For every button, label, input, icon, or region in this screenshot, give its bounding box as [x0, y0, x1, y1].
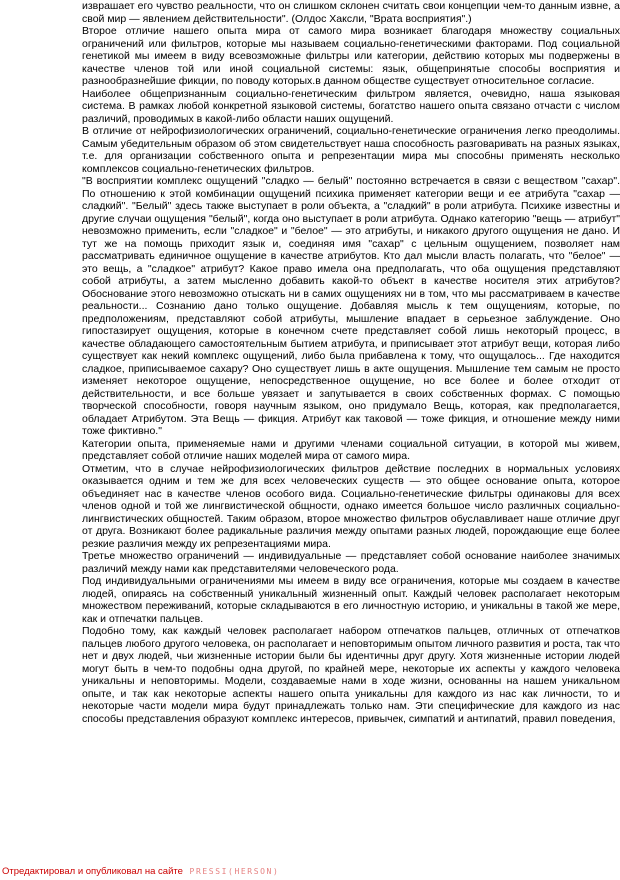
paragraph: Под индивидуальными ограничениями мы имеем в виду все ограничения, которые мы создаем в качестве людей, опираясь на собственный уникальный жизненный опыт. Каждый человек располагает некоторым множеством переживаний, которые складываются в его личностную историю, и уникальны в такой же мере, как и отпечатки пальцев.	[82, 575, 620, 625]
paragraph: Второе отличие нашего опыта мира от самого мира возникает благодаря множеству социальных ограничений или фильтров, которые мы называем социально-генетическими факторами. Под социальной генетикой мы имеем в виду всевозможные фильтры или категории, действию которых мы подвержены в качестве членов той или иной социальной системы: язык, общепринятые способы восприятия и разнообразнейшие фикции, по поводу которых.в данном обществе существует относительное согласие.	[82, 25, 620, 87]
site-watermark: PRESSI(HERSON)	[189, 867, 280, 876]
paragraph: "В восприятии комплекс ощущений "сладко — белый" постоянно встречается в связи с веществом "сахар". По отношению к этой комбинации ощущений психика применяет категории вещи и ее атрибута "сахар — сладкий". "Белый" здесь также выступает в роли объекта, а "сладкий" в роли атрибута. Психике известны и другие случаи ощущения "белый", когда оно выступает в роли атрибута. Однако категорию "вещь — атрибут" невозможно применить, если "сладкое" и "белое" — это атрибуты, и никакого другого ощущения не дано. И тут же на помощь приходит язык и, соединяя имя "сахар" с цельным ощущением, позволяет нам рассматривать единичное ощущение в качестве атрибутов. Кто дал мысли власть полагать, что "белое" — это вещь, а "сладкое" атрибут? Какое право имела она предполагать, что оба ощущения представляют собой атрибуты, а затем мысленно добавить какой-то объект в качестве носителя этих атрибутов? Обоснование этого невозможно отыскать ни в самих ощущениях ни в том, что мы рассматриваем в качестве реальности... Сознанию дано только ощущение. Добавляя мысль к тем ощущениям, которые, по предположениям, представляют собой атрибуты, мышление впадает в серьезное заблуждение. Оно гипостазирует ощущения, которые в конечном счете представляет собой лишь некоторый процесс, в качестве обладающего самостоятельным бытием атрибута, и приписывает этот атрибут вещи, которая либо существует как некий комплекс ощущений, либо была прибавлена к тому, что ощущалось... Где находится сладкое, приписываемое сахару? Оно существует лишь в акте ощущения. Мышление тем самым не просто изменяет некоторое ощущение, непосредственное ощущение, но все более и более отходит от действительности, и все больше увязает и запутывается в своих собственных формах. С помощью творческой способности, говоря научным языком, оно придумало Вещь, которая, как предполагается, обладает Атрибутом. Эта Вещь — фикция. Атрибут как таковой — тоже фикция, и отношение между ними тоже фиктивно."	[82, 175, 620, 437]
footer-text: Отредактировал и опубликовал на сайте	[2, 866, 183, 877]
publisher-footer	[2, 866, 279, 878]
document-body	[82, 0, 620, 725]
paragraph: изврашает его чувство реальности, что он слишком склонен считать свои концепции чем-то данным извне, а свой мир — явлением действительности". (Олдос Хаксли, "Врата восприятия".)	[82, 0, 620, 25]
paragraph: Подобно тому, как каждый человек располагает набором отпечатков пальцев, отличных от отпечатков пальцев любого другого человека, он располагает и неповторимым опытом личного развития и роста, так что нет и двух людей, чьи жизненные истории были бы идентичны друг другу. Хотя жизненные истории людей могут быть в чем-то подобны одна другой, по крайней мере, некоторые их аспекты у каждого человека уникальны и неповторимы. Модели, создаваемые нами в ходе жизни, основанны на нашем уникальном опыте, и так как некоторые аспекты нашего опыта уникальны для каждого из нас как личности, то и некоторые части модели мира будут принадлежать только нам. Эти специфические для каждого из нас способы представления образуют комплекс интересов, привычек, симпатий и антипатий, правил поведения,	[82, 625, 620, 725]
paragraph: В отличие от нейрофизиологических ограничений, социально-генетические ограничения легко преодолимы. Самым убедительным образом об этом свидетельствует наша способность разговаривать на разных языках, т.е. для организации собственного опыта и репрезентации мира мы способны применять несколько комплексов социально-генетических фильтров.	[82, 125, 620, 175]
paragraph: Третье множество ограничений — индивидуальные — представляет собой основание наиболее значимых различий между нами как представителями человеческого рода.	[82, 550, 620, 575]
paragraph: Категории опыта, применяемые нами и другими членами социальной ситуации, в которой мы живем, представляет собой отличие наших моделей мира от самого мира.	[82, 437, 620, 462]
paragraph: Отметим, что в случае нейрофизиологических фильтров действие последних в нормальных условиях оказывается одним и тем же для всех человеческих существ — это общее основание опыта, которое объединяет нас в качестве членов особого вида. Социально-генетические фильтры одинаковы для всех членов одной и той же лингвистической общности, однако имеется большое число различных социально-лингвистических общностей. Таким образом, второе множество фильтров обуславливает наше отличие друг от друга. Возникают более радикальные различия между опытами разных людей, порождающие еще более резкие различия между их репрезентациями мира.	[82, 462, 620, 550]
paragraph: Наиболее общепризнанным социально-генетическим фильтром является, очевидно, наша языковая система. В рамках любой конкретной языковой системы, богатство нашего опыта связано отчасти с числом различий, проводимых в какой-либо области наших ощущений.	[82, 87, 620, 125]
